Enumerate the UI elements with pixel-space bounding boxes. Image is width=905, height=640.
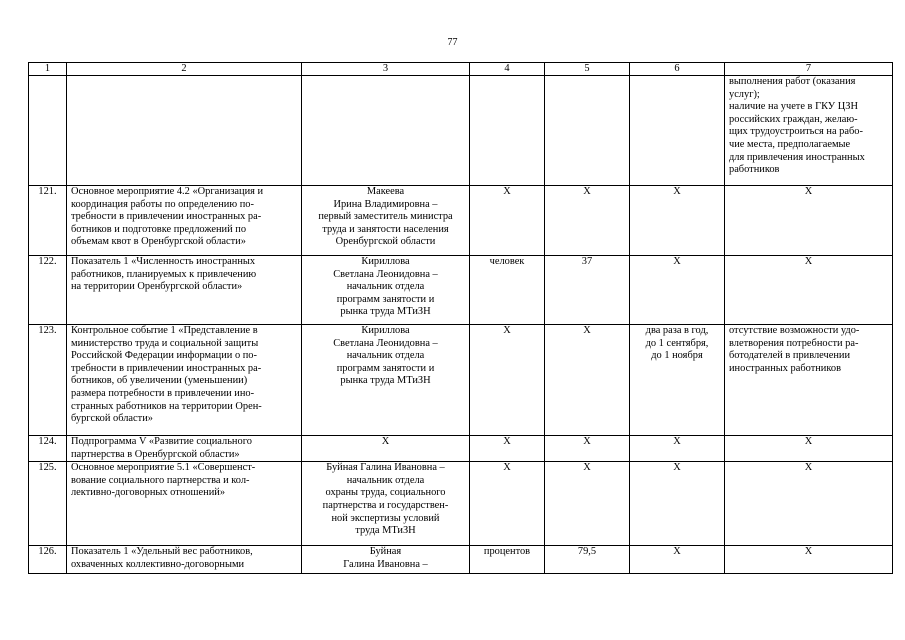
row-result: X xyxy=(725,186,893,256)
header-cell: 5 xyxy=(545,63,630,76)
row-unit: X xyxy=(470,325,545,436)
header-cell: 1 xyxy=(29,63,67,76)
row-unit: X xyxy=(470,436,545,462)
row-number: 125. xyxy=(29,462,67,546)
row-value: 79,5 xyxy=(545,546,630,574)
table-row xyxy=(29,436,893,462)
row-name: Подпрограмма V «Развитие социального партнерства в Оренбургской области» xyxy=(67,436,302,462)
row-unit xyxy=(470,76,545,186)
row-result: X xyxy=(725,546,893,574)
row-deadline: X xyxy=(630,186,725,256)
row-name xyxy=(67,76,302,186)
row-name: Основное мероприятие 5.1 «Совершенст- вование социального партнерства и кол- лективно-договорных отношений» xyxy=(67,462,302,546)
table-row xyxy=(29,325,893,436)
row-result: отсутствие возможности удо- влетворения потребности ра- ботодателей в привлечении иностранных работников xyxy=(725,325,893,436)
header-cell: 4 xyxy=(470,63,545,76)
row-responsible: X xyxy=(302,436,470,462)
row-deadline: X xyxy=(630,462,725,546)
row-responsible: Макеева Ирина Владимировна – первый заместитель министра труда и занятости населения Оренбургской области xyxy=(302,186,470,256)
header-row xyxy=(29,63,893,76)
row-value: X xyxy=(545,462,630,546)
row-name: Контрольное событие 1 «Представление в министерство труда и социальной защиты Российской Федерации информации о по- требности в привлечении иностранных ра- ботников, об увеличении (уменьшении) размера потребности в привлечении ино- странных работников на территории Орен- бургской области» xyxy=(67,325,302,436)
row-value: X xyxy=(545,436,630,462)
row-number: 121. xyxy=(29,186,67,256)
row-deadline: X xyxy=(630,436,725,462)
row-result: X xyxy=(725,436,893,462)
row-value: X xyxy=(545,325,630,436)
row-name: Показатель 1 «Удельный вес работников, охваченных коллективно-договорными xyxy=(67,546,302,574)
row-unit: человек xyxy=(470,256,545,325)
header-cell: 7 xyxy=(725,63,893,76)
table-row xyxy=(29,546,893,574)
row-deadline: X xyxy=(630,546,725,574)
program-table xyxy=(28,62,893,574)
row-responsible xyxy=(302,76,470,186)
row-deadline: X xyxy=(630,256,725,325)
header-cell: 6 xyxy=(630,63,725,76)
page-number: 77 xyxy=(447,37,458,48)
row-responsible: Буйная Галина Ивановна – xyxy=(302,546,470,574)
row-name: Основное мероприятие 4.2 «Организация и координация работы по определению по- требности в привлечении иностранных ра- ботников и подготовке предложений по объемам квот в Оренбургской области» xyxy=(67,186,302,256)
row-unit: X xyxy=(470,186,545,256)
row-result: X xyxy=(725,256,893,325)
row-number xyxy=(29,76,67,186)
row-unit: X xyxy=(470,462,545,546)
row-value xyxy=(545,76,630,186)
row-number: 122. xyxy=(29,256,67,325)
row-number: 126. xyxy=(29,546,67,574)
row-responsible: Буйная Галина Ивановна – начальник отдела охраны труда, социального партнерства и государствен- ной экспертизы условий труда МТиЗН xyxy=(302,462,470,546)
row-value: 37 xyxy=(545,256,630,325)
row-deadline: два раза в год, до 1 сентября, до 1 ноября xyxy=(630,325,725,436)
table-row xyxy=(29,462,893,546)
table-row xyxy=(29,76,893,186)
header-cell: 2 xyxy=(67,63,302,76)
header-cell: 3 xyxy=(302,63,470,76)
row-unit: процентов xyxy=(470,546,545,574)
table-row xyxy=(29,256,893,325)
row-result: выполнения работ (оказания услуг); наличие на учете в ГКУ ЦЗН российских граждан, желаю- щих трудоустроиться на рабо- чие места, предполагаемые для привлечения иностранных работников xyxy=(725,76,893,186)
row-number: 124. xyxy=(29,436,67,462)
table-row xyxy=(29,186,893,256)
row-number: 123. xyxy=(29,325,67,436)
row-result: X xyxy=(725,462,893,546)
row-deadline xyxy=(630,76,725,186)
row-value: X xyxy=(545,186,630,256)
row-responsible: Кириллова Светлана Леонидовна – начальник отдела программ занятости и рынка труда МТиЗН xyxy=(302,256,470,325)
row-responsible: Кириллова Светлана Леонидовна – начальник отдела программ занятости и рынка труда МТиЗН xyxy=(302,325,470,436)
row-name: Показатель 1 «Численность иностранных работников, планируемых к привлечению на территории Оренбургской области» xyxy=(67,256,302,325)
